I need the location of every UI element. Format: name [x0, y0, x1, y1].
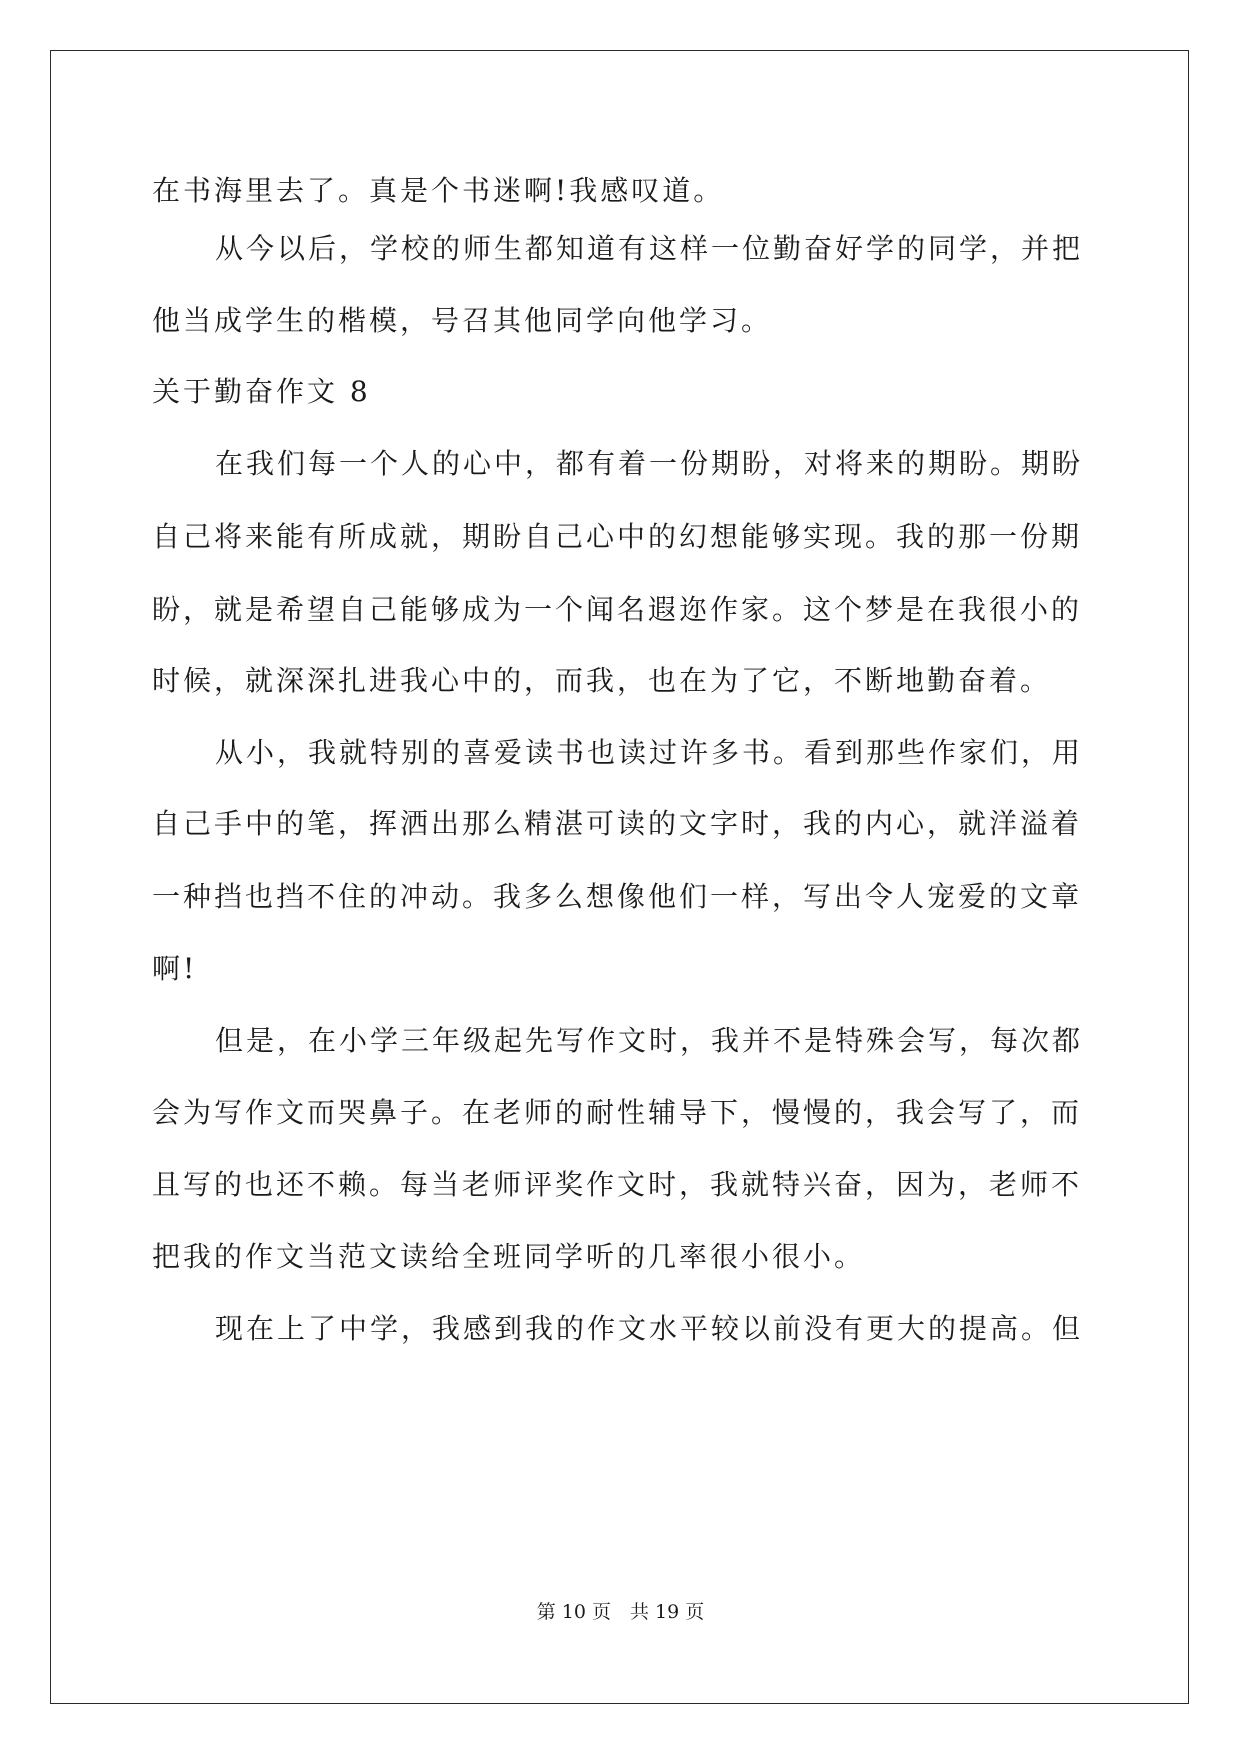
text-line-6: 自己将来能有所成就，期盼自己心中的幻想能够实现。我的那一份期 [152, 520, 1083, 553]
text-line-9: 从小，我就特别的喜爱读书也读过许多书。看到那些作家们，用 [215, 736, 1084, 769]
text-line-5: 在我们每一个人的心中，都有着一份期盼，对将来的期盼。期盼 [215, 447, 1084, 480]
page-number: 第 10 页 共 19 页 [536, 1601, 705, 1623]
section-heading: 关于勤奋作文 8 [152, 375, 371, 408]
page-border [50, 50, 1189, 1704]
text-line-3: 他当成学生的楷模，号召其他同学向他学习。 [152, 304, 773, 337]
text-line-13: 但是，在小学三年级起先写作文时，我并不是特殊会写，每次都 [215, 1024, 1084, 1057]
text-line-8: 时候，就深深扎进我心中的，而我，也在为了它，不断地勤奋着。 [152, 664, 1052, 697]
text-line-17: 现在上了中学，我感到我的作文水平较以前没有更大的提高。但 [215, 1312, 1084, 1345]
text-line-11: 一种挡也挡不住的冲动。我多么想像他们一样，写出令人宠爱的文章 [152, 880, 1083, 913]
text-line-7: 盼，就是希望自己能够成为一个闻名遐迩作家。这个梦是在我很小的 [152, 593, 1083, 626]
text-line-1: 在书海里去了。真是个书迷啊!我感叹道。 [152, 174, 725, 207]
text-line-15: 且写的也还不赖。每当老师评奖作文时，我就特兴奋，因为，老师不 [152, 1168, 1083, 1201]
text-line-2: 从今以后，学校的师生都知道有这样一位勤奋好学的同学，并把 [215, 232, 1084, 265]
text-line-10: 自己手中的笔，挥洒出那么精湛可读的文字时，我的内心，就洋溢着 [152, 807, 1083, 840]
text-line-12: 啊! [152, 952, 198, 985]
text-line-14: 会为写作文而哭鼻子。在老师的耐性辅导下，慢慢的，我会写了，而 [152, 1096, 1083, 1129]
text-line-16: 把我的作文当范文读给全班同学听的几率很小很小。 [152, 1240, 866, 1273]
